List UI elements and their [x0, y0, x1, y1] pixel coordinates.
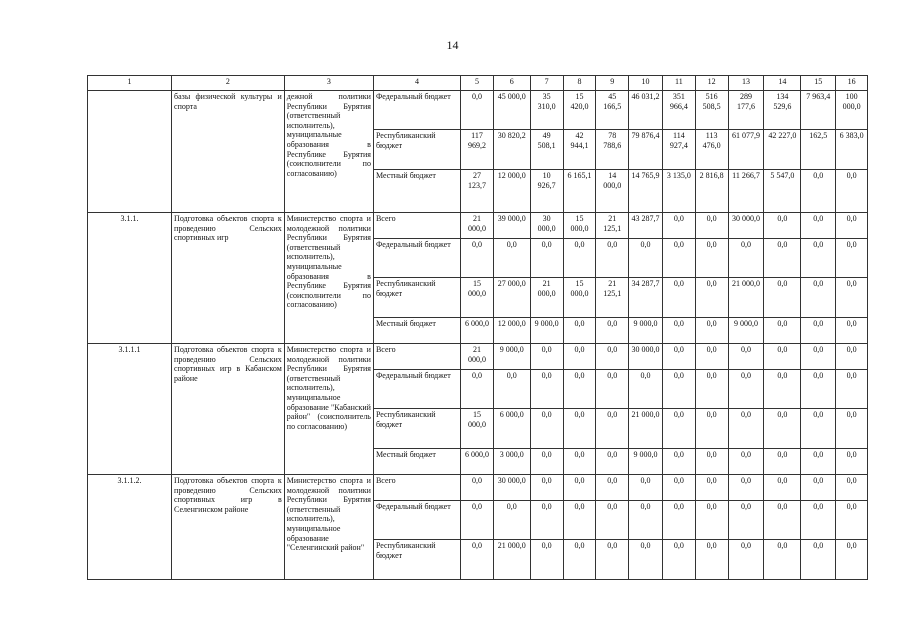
- amount-cell: 45 166,5: [596, 91, 629, 130]
- amount-cell: 0,0: [530, 475, 563, 501]
- amount-cell: 0,0: [695, 475, 728, 501]
- amount-cell: 6 000,0: [493, 409, 530, 449]
- amount-cell: 0,0: [695, 449, 728, 475]
- amount-cell: 0,0: [662, 540, 695, 580]
- amount-cell: 0,0: [836, 213, 868, 239]
- amount-cell: 0,0: [801, 370, 836, 409]
- amount-cell: 0,0: [728, 409, 764, 449]
- amount-cell: 21 000,0: [493, 540, 530, 580]
- amount-cell: 46 031,2: [629, 91, 663, 130]
- amount-cell: 0,0: [596, 501, 629, 540]
- amount-cell: 0,0: [801, 540, 836, 580]
- amount-cell: 0,0: [563, 449, 596, 475]
- amount-cell: 30 000,0: [530, 213, 563, 239]
- amount-cell: 0,0: [629, 239, 663, 278]
- column-header: 16: [836, 76, 868, 91]
- amount-cell: 0,0: [596, 370, 629, 409]
- table-row: [88, 213, 868, 239]
- header-row: [88, 76, 868, 91]
- amount-cell: 0,0: [764, 409, 801, 449]
- item-executor: Министерство спорта и молодежной политики Республики Бурятия (ответственный исполнитель), муниципальное образование "Кабанский район" (соисполнитель по согласованию): [284, 344, 373, 475]
- amount-cell: 15 000,0: [461, 278, 494, 318]
- amount-cell: 0,0: [728, 344, 764, 370]
- amount-cell: 21 000,0: [530, 278, 563, 318]
- amount-cell: 2 816,8: [695, 170, 728, 213]
- amount-cell: 0,0: [695, 540, 728, 580]
- amount-cell: 78 788,6: [596, 130, 629, 170]
- amount-cell: 0,0: [836, 278, 868, 318]
- amount-cell: 49 508,1: [530, 130, 563, 170]
- amount-cell: 0,0: [695, 344, 728, 370]
- amount-cell: 0,0: [596, 239, 629, 278]
- funding-source: Местный бюджет: [373, 449, 460, 475]
- page-number: 14: [446, 38, 459, 52]
- funding-source: Всего: [373, 213, 460, 239]
- amount-cell: 0,0: [493, 239, 530, 278]
- item-code: 3.1.1.1: [88, 344, 172, 475]
- amount-cell: 0,0: [836, 475, 868, 501]
- amount-cell: 0,0: [563, 475, 596, 501]
- item-code: 3.1.1.2.: [88, 475, 172, 580]
- amount-cell: 0,0: [728, 370, 764, 409]
- column-header: 13: [728, 76, 764, 91]
- item-name: Подготовка объектов спорта к проведению Сельских спортивных игр в Селенгинском районе: [172, 475, 285, 580]
- amount-cell: 0,0: [728, 501, 764, 540]
- funding-source: Республиканский бюджет: [373, 540, 460, 580]
- amount-cell: 0,0: [563, 501, 596, 540]
- amount-cell: 0,0: [530, 239, 563, 278]
- column-header: 3: [284, 76, 373, 91]
- amount-cell: 0,0: [801, 213, 836, 239]
- amount-cell: 0,0: [801, 501, 836, 540]
- amount-cell: 42 944,1: [563, 130, 596, 170]
- table-row: [88, 91, 868, 130]
- amount-cell: 6 000,0: [461, 318, 494, 344]
- amount-cell: 0,0: [530, 370, 563, 409]
- funding-source: Федеральный бюджет: [373, 501, 460, 540]
- amount-cell: 0,0: [563, 409, 596, 449]
- amount-cell: 6 383,0: [836, 130, 868, 170]
- amount-cell: 0,0: [493, 370, 530, 409]
- amount-cell: 14 765,9: [629, 170, 663, 213]
- table-row: [88, 475, 868, 501]
- amount-cell: 15 420,0: [563, 91, 596, 130]
- amount-cell: 0,0: [764, 475, 801, 501]
- amount-cell: 0,0: [764, 344, 801, 370]
- amount-cell: 39 000,0: [493, 213, 530, 239]
- column-header: 14: [764, 76, 801, 91]
- item-code: [88, 91, 172, 213]
- amount-cell: 30 000,0: [728, 213, 764, 239]
- amount-cell: 0,0: [563, 239, 596, 278]
- amount-cell: 30 000,0: [493, 475, 530, 501]
- amount-cell: 14 000,0: [596, 170, 629, 213]
- amount-cell: 0,0: [801, 475, 836, 501]
- column-header: 8: [563, 76, 596, 91]
- amount-cell: 0,0: [764, 449, 801, 475]
- amount-cell: 0,0: [836, 239, 868, 278]
- amount-cell: 289 177,6: [728, 91, 764, 130]
- amount-cell: 0,0: [662, 449, 695, 475]
- amount-cell: 10 926,7: [530, 170, 563, 213]
- amount-cell: 0,0: [596, 540, 629, 580]
- column-header: 9: [596, 76, 629, 91]
- amount-cell: 0,0: [629, 540, 663, 580]
- funding-source: Всего: [373, 475, 460, 501]
- amount-cell: 15 000,0: [563, 213, 596, 239]
- funding-source: Местный бюджет: [373, 318, 460, 344]
- amount-cell: 3 000,0: [493, 449, 530, 475]
- column-header: 6: [493, 76, 530, 91]
- amount-cell: 45 000,0: [493, 91, 530, 130]
- amount-cell: 12 000,0: [493, 318, 530, 344]
- amount-cell: 15 000,0: [461, 409, 494, 449]
- amount-cell: 0,0: [662, 318, 695, 344]
- amount-cell: 0,0: [461, 475, 494, 501]
- item-name: Подготовка объектов спорта к проведению Сельских спортивных игр: [172, 213, 285, 344]
- amount-cell: 0,0: [728, 239, 764, 278]
- amount-cell: 0,0: [662, 344, 695, 370]
- amount-cell: 6 165,1: [563, 170, 596, 213]
- amount-cell: 0,0: [596, 318, 629, 344]
- amount-cell: 0,0: [563, 370, 596, 409]
- amount-cell: 0,0: [563, 318, 596, 344]
- item-executor: Министерство спорта и молодежной политики Республики Бурятия (ответственный исполнитель), муниципальные образования в Республике Бурятия (соисполнители по согласованию): [284, 213, 373, 344]
- amount-cell: 0,0: [662, 475, 695, 501]
- amount-cell: 0,0: [695, 318, 728, 344]
- funding-source: Федеральный бюджет: [373, 370, 460, 409]
- amount-cell: 9 000,0: [530, 318, 563, 344]
- amount-cell: 0,0: [836, 409, 868, 449]
- amount-cell: 0,0: [764, 540, 801, 580]
- column-header: 7: [530, 76, 563, 91]
- item-code: 3.1.1.: [88, 213, 172, 344]
- amount-cell: 0,0: [695, 213, 728, 239]
- amount-cell: 0,0: [836, 170, 868, 213]
- amount-cell: 0,0: [461, 540, 494, 580]
- amount-cell: 0,0: [461, 370, 494, 409]
- item-executor: дежной политики Республики Бурятия (ответственный исполнитель), муниципальные образования в Республике Бурятия (соисполнители по согласованию): [284, 91, 373, 213]
- amount-cell: 0,0: [764, 501, 801, 540]
- amount-cell: 0,0: [764, 239, 801, 278]
- column-header: 1: [88, 76, 172, 91]
- amount-cell: 7 963,4: [801, 91, 836, 130]
- amount-cell: 0,0: [836, 370, 868, 409]
- amount-cell: 114 927,4: [662, 130, 695, 170]
- column-header: 2: [172, 76, 285, 91]
- amount-cell: 0,0: [563, 344, 596, 370]
- amount-cell: 9 000,0: [728, 318, 764, 344]
- amount-cell: 113 476,0: [695, 130, 728, 170]
- amount-cell: 3 135,0: [662, 170, 695, 213]
- amount-cell: 0,0: [836, 318, 868, 344]
- column-header: 12: [695, 76, 728, 91]
- funding-source: Республиканский бюджет: [373, 130, 460, 170]
- amount-cell: 61 077,9: [728, 130, 764, 170]
- funding-source: Местный бюджет: [373, 170, 460, 213]
- amount-cell: 0,0: [728, 475, 764, 501]
- amount-cell: 21 000,0: [461, 344, 494, 370]
- amount-cell: 516 508,5: [695, 91, 728, 130]
- amount-cell: 0,0: [629, 370, 663, 409]
- amount-cell: 0,0: [728, 540, 764, 580]
- funding-source: Федеральный бюджет: [373, 91, 460, 130]
- amount-cell: 79 876,4: [629, 130, 663, 170]
- amount-cell: 21 125,1: [596, 278, 629, 318]
- amount-cell: 351 966,4: [662, 91, 695, 130]
- amount-cell: 0,0: [764, 370, 801, 409]
- amount-cell: 0,0: [801, 344, 836, 370]
- column-header: 4: [373, 76, 460, 91]
- amount-cell: 0,0: [530, 344, 563, 370]
- amount-cell: 0,0: [596, 409, 629, 449]
- amount-cell: 0,0: [629, 501, 663, 540]
- amount-cell: 21 000,0: [461, 213, 494, 239]
- amount-cell: 0,0: [662, 409, 695, 449]
- amount-cell: 0,0: [764, 318, 801, 344]
- amount-cell: 0,0: [662, 239, 695, 278]
- amount-cell: 0,0: [530, 540, 563, 580]
- amount-cell: 21 000,0: [728, 278, 764, 318]
- amount-cell: 0,0: [563, 540, 596, 580]
- amount-cell: 0,0: [493, 501, 530, 540]
- amount-cell: 0,0: [695, 370, 728, 409]
- amount-cell: 0,0: [596, 449, 629, 475]
- amount-cell: 0,0: [801, 170, 836, 213]
- funding-source: Республиканский бюджет: [373, 409, 460, 449]
- table-body: [88, 76, 868, 580]
- amount-cell: 0,0: [836, 449, 868, 475]
- amount-cell: 9 000,0: [629, 449, 663, 475]
- funding-source: Всего: [373, 344, 460, 370]
- amount-cell: 0,0: [801, 318, 836, 344]
- amount-cell: 162,5: [801, 130, 836, 170]
- amount-cell: 5 547,0: [764, 170, 801, 213]
- amount-cell: 0,0: [530, 501, 563, 540]
- amount-cell: 0,0: [530, 409, 563, 449]
- amount-cell: 27 000,0: [493, 278, 530, 318]
- amount-cell: 0,0: [695, 278, 728, 318]
- amount-cell: 0,0: [596, 344, 629, 370]
- amount-cell: 0,0: [836, 540, 868, 580]
- item-executor: Министерство спорта и молодежной политики Республики Бурятия (ответственный исполнитель), муниципальное образование "Селенгинский район": [284, 475, 373, 580]
- amount-cell: 0,0: [662, 370, 695, 409]
- amount-cell: 0,0: [836, 344, 868, 370]
- amount-cell: 0,0: [662, 278, 695, 318]
- funding-source: Федеральный бюджет: [373, 239, 460, 278]
- amount-cell: 0,0: [836, 501, 868, 540]
- item-name: Подготовка объектов спорта к проведению Сельских спортивных игр в Кабанском районе: [172, 344, 285, 475]
- amount-cell: 27 123,7: [461, 170, 494, 213]
- amount-cell: 15 000,0: [563, 278, 596, 318]
- amount-cell: 0,0: [695, 239, 728, 278]
- amount-cell: 0,0: [461, 91, 494, 130]
- amount-cell: 12 000,0: [493, 170, 530, 213]
- amount-cell: 0,0: [629, 475, 663, 501]
- amount-cell: 6 000,0: [461, 449, 494, 475]
- amount-cell: 0,0: [461, 501, 494, 540]
- amount-cell: 134 529,6: [764, 91, 801, 130]
- amount-cell: 0,0: [728, 449, 764, 475]
- amount-cell: 30 000,0: [629, 344, 663, 370]
- amount-cell: 117 969,2: [461, 130, 494, 170]
- amount-cell: 34 287,7: [629, 278, 663, 318]
- amount-cell: 0,0: [662, 501, 695, 540]
- item-name: базы физической культуры и спорта: [172, 91, 285, 213]
- amount-cell: 35 310,0: [530, 91, 563, 130]
- amount-cell: 9 000,0: [493, 344, 530, 370]
- budget-table: [87, 75, 868, 580]
- column-header: 5: [461, 76, 494, 91]
- amount-cell: 0,0: [801, 449, 836, 475]
- column-header: 15: [801, 76, 836, 91]
- amount-cell: 0,0: [695, 501, 728, 540]
- funding-source: Республиканский бюджет: [373, 278, 460, 318]
- amount-cell: 21 000,0: [629, 409, 663, 449]
- amount-cell: 0,0: [695, 409, 728, 449]
- amount-cell: 0,0: [801, 278, 836, 318]
- amount-cell: 30 820,2: [493, 130, 530, 170]
- amount-cell: 0,0: [662, 213, 695, 239]
- amount-cell: 42 227,0: [764, 130, 801, 170]
- column-header: 11: [662, 76, 695, 91]
- amount-cell: 11 266,7: [728, 170, 764, 213]
- amount-cell: 9 000,0: [629, 318, 663, 344]
- amount-cell: 21 125,1: [596, 213, 629, 239]
- amount-cell: 0,0: [461, 239, 494, 278]
- column-header: 10: [629, 76, 663, 91]
- amount-cell: 0,0: [801, 239, 836, 278]
- amount-cell: 0,0: [764, 278, 801, 318]
- amount-cell: 100 000,0: [836, 91, 868, 130]
- amount-cell: 0,0: [801, 409, 836, 449]
- amount-cell: 0,0: [530, 449, 563, 475]
- amount-cell: 0,0: [764, 213, 801, 239]
- amount-cell: 0,0: [596, 475, 629, 501]
- table-row: [88, 344, 868, 370]
- amount-cell: 43 287,7: [629, 213, 663, 239]
